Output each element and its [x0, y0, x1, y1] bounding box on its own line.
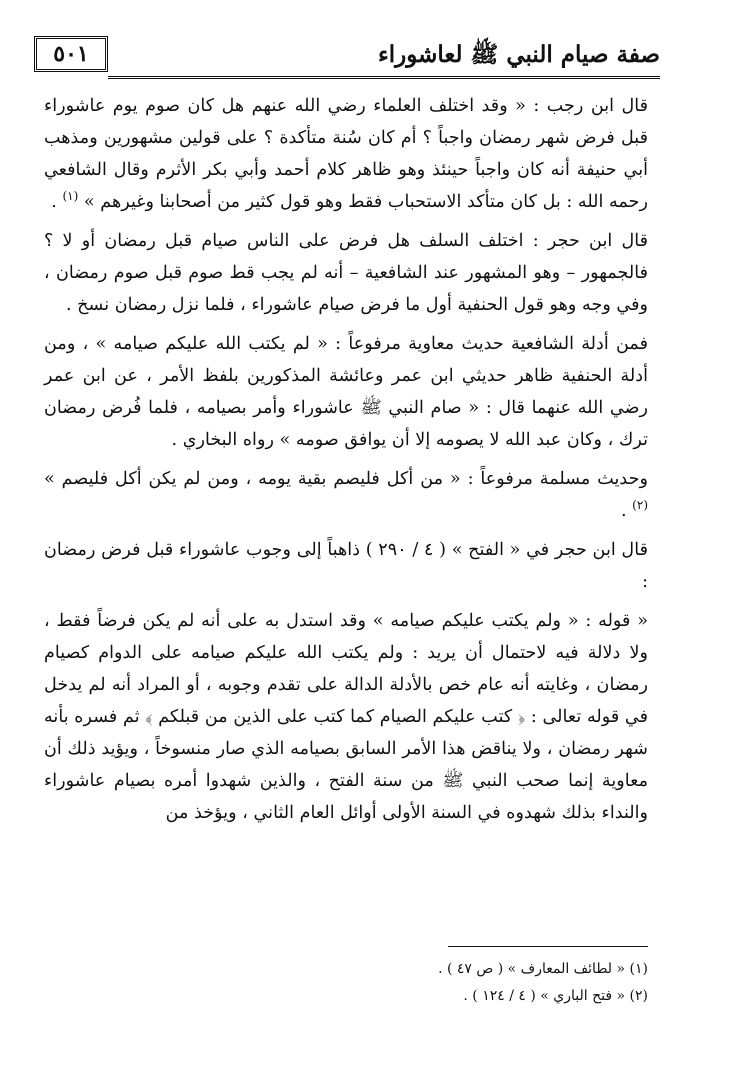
paragraph-text: فمن أدلة الشافعية حديث معاوية مرفوعاً : « لم يكتب الله عليكم صيامه » ، ومن أدلة الحنفية ظاهر حديثي ابن عمر وعائشة المذكورين بلفظ الأمر ، عن ابن عمر رضي الله عنهما قال : « صام النبي ﷺ عاشوراء وأمر بصيامه ، فلما فُرض رمضان ترك ، وكان عبد الله لا يصومه إلا أن يوافق صومه » رواه البخاري . [44, 334, 648, 450]
header-rule [108, 76, 660, 79]
paragraph-end: . [51, 192, 63, 212]
paragraph-ibn-hajar [44, 225, 648, 321]
paragraph-text: « قوله : « ولم يكتب عليكم صيامه » وقد استدل به على أنه لم يكن فرضاً فقط ، ولا دلالة فيه لاحتمال أن يريد : ولم يكتب الله عليكم صيامه على الدوام كصيام رمضان ، وغايته أنه عام خص بالأدلة الدالة على تقدم وجوبه ، أو المراد أنه لم يدخل في قوله تعالى : ﴿ كتب عليكم الصيام كما كتب على الذين من قبلكم ﴾ ثم فسره بأنه شهر رمضان ، ولا يناقض هذا الأمر السابق بصيامه الذي صار منسوخاً ، ويؤيد ذلك أن معاوية إنما صحب النبي ﷺ من سنة الفتح ، والذين شهدوا أمره بصيام عاشوراء والنداء بذلك شهدوه في السنة الأولى أوائل العام الثاني ، ويؤخذ من [44, 611, 649, 823]
paragraph-text: قال ابن رجب : « وقد اختلف العلماء رضي الله عنهم هل كان صوم يوم عاشوراء قبل فرض شهر رمضان واجباً ؟ أم كان سُنة متأكدة ؟ على قولين مشهورين ومذهب أبي حنيفة أنه كان واجباً حينئذ وهو ظاهر كلام أحمد وأبي بكر الأثرم وقال الشافعي رحمه الله : بل كان متأكد الاستحباب فقط وهو قول كثير من أصحابنا وغيرهم » [44, 96, 648, 212]
main-text [44, 90, 648, 836]
paragraph-text: قال ابن حجر : اختلف السلف هل فرض على الناس صيام قبل رمضان أو لا ؟ فالجمهور – وهو المشهور عند الشافعية – أنه لم يجب قط صوم قبل صوم رمضان ، وفي وجه وهو قول الحنفية أول ما فرض صيام عاشوراء ، فلما نزل رمضان نسخ . [44, 231, 648, 315]
paragraph-text: قال ابن حجر في « الفتح » ( ٤ / ٢٩٠ ) ذاهباً إلى وجوب عاشوراء قبل فرض رمضان : [44, 540, 648, 592]
footnote-rule [448, 946, 648, 947]
running-title: صفة صيام النبي ﷺ لعاشوراء [377, 41, 660, 68]
footnote-ref: (٢) [632, 498, 648, 513]
footnote-ref: (١) [62, 189, 79, 204]
paragraph-text: وحديث مسلمة مرفوعاً : « من أكل فليصم بقية يومه ، ومن لم يكن أكل فليصم » [44, 469, 648, 489]
footnote-1: (١) « لطائف المعارف » ( ص ٤٧ ) . [438, 961, 648, 977]
paragraph-fath-quote [44, 605, 648, 829]
footnote-2: (٢) « فتح الباري » ( ٤ / ١٢٤ ) . [463, 988, 648, 1004]
paragraph-maslama-hadith [44, 463, 648, 527]
paragraph-ibn-rajab [44, 90, 648, 218]
paragraph-end: . [620, 501, 633, 521]
page-header [34, 36, 660, 82]
paragraph-fath-citation [44, 534, 648, 598]
page-number: ٥٠١ [34, 36, 108, 72]
footnotes [88, 956, 648, 1010]
paragraph-shafii-evidence [44, 328, 648, 456]
